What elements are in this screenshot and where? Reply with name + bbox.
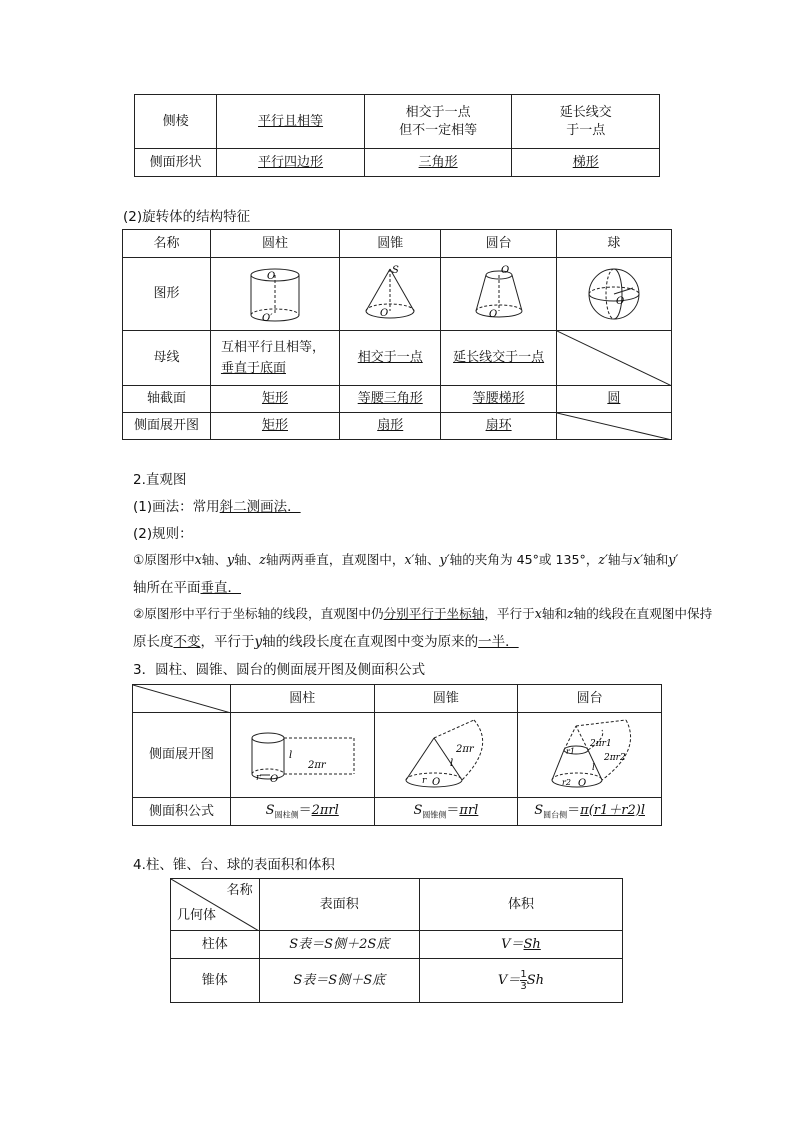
pyramid-surface: S表＝S侧＋S底 <box>259 959 419 1003</box>
prism-lateral-edge: 平行且相等 <box>258 113 324 129</box>
prism-surface: S表＝S侧＋2S底 <box>259 931 419 959</box>
table-row <box>133 798 662 826</box>
cylinder-busbar-a: 互相平行且相等， <box>220 339 325 355</box>
header-sphere: 球 <box>556 230 671 258</box>
intuitive-rule1-line2: 轴所在平面垂直． <box>133 580 241 596</box>
table-row <box>123 386 672 413</box>
header-cone: 圆锥 <box>374 685 518 713</box>
sphere-lateral-empty <box>556 413 671 440</box>
row-label-lateral-face: 侧面形状 <box>135 149 217 177</box>
table-row <box>123 230 672 258</box>
intuitive-rules-heading: (2)规则： <box>133 526 193 542</box>
prism-volume: V＝Sh <box>419 931 622 959</box>
cylinder-figure <box>245 263 305 325</box>
table-row <box>135 149 660 177</box>
svg-text:r2: r2 <box>561 778 571 787</box>
section-intuitive-heading: 2.直观图 <box>133 472 187 488</box>
prism-lateral-face: 平行四边形 <box>258 154 324 170</box>
svg-text:2πr2: 2πr2 <box>603 753 626 763</box>
pyramid-lateral-edge-a: 相交于一点 <box>405 104 471 120</box>
svg-text:2πr: 2πr <box>455 744 474 755</box>
cone-formula-value: πrl <box>459 802 479 818</box>
header-volume: 体积 <box>419 879 622 931</box>
frustum-lateral-formula: $S_{圆台侧}=\pi(r1+r2)l$ <box>518 798 662 826</box>
svg-text:O: O <box>488 309 497 320</box>
row-label-lateral-edge: 侧棱 <box>135 95 217 149</box>
table-surface-volume <box>170 878 623 1003</box>
intuitive-method-line: (1)画法：常用斜二测画法． <box>133 499 301 515</box>
cone-figure <box>359 263 421 325</box>
svg-text:l: l <box>289 750 293 761</box>
table-row <box>123 258 672 331</box>
svg-text:2πr1: 2πr1 <box>589 739 612 749</box>
svg-text:O: O <box>431 777 441 788</box>
row-label-figure: 图形 <box>123 258 211 331</box>
table-row <box>171 879 623 931</box>
svg-text:O: O <box>380 308 389 319</box>
svg-text:O: O <box>577 778 586 789</box>
frustum-unfold-figure <box>530 716 650 794</box>
sphere-busbar-empty <box>556 331 671 386</box>
frustum-lateral-edge-a: 延长线交 <box>559 104 612 120</box>
intuitive-rule2-line1: ②原图形中平行于坐标轴的线段，直观图中仍分别平行于坐标轴，平行于x轴和z轴的线段在直观图中保持 <box>133 606 713 621</box>
row-label-pyramid: 锥体 <box>171 959 260 1003</box>
table-rotation-bodies <box>122 229 672 440</box>
row-label-lateral-unfold: 侧面展开图 <box>123 413 211 440</box>
intuitive-rule2-line2: 原长度不变，平行于y轴的线段长度在直观图中变为原来的一半． <box>133 634 519 650</box>
svg-text:O: O <box>270 774 279 785</box>
intuitive-method-value: 斜二测画法． <box>219 499 301 515</box>
frustum-busbar: 延长线交于一点 <box>453 350 545 366</box>
section-volume-heading: 4.柱、锥、台、球的表面积和体积 <box>133 857 335 873</box>
pyramid-lateral-edge-b: 但不一定相等 <box>399 122 478 138</box>
header-name: 名称 <box>123 230 211 258</box>
svg-text:O: O <box>615 296 625 307</box>
frustum-figure <box>468 263 530 325</box>
corner-bottom-label: 几何体 <box>177 908 217 924</box>
svg-text:r: r <box>256 773 261 783</box>
cylinder-formula-value: 2πrl <box>311 802 339 818</box>
cylinder-axial: 矩形 <box>261 391 288 407</box>
section-lateral-heading: 3．圆柱、圆锥、圆台的侧面展开图及侧面积公式 <box>133 662 426 678</box>
frustum-axial: 等腰梯形 <box>472 391 525 407</box>
table-lateral-area <box>132 684 662 826</box>
frustum-lateral-edge-b: 于一点 <box>566 122 606 138</box>
diagonal-line <box>557 413 672 440</box>
svg-text:O: O <box>266 271 276 282</box>
row-label-formula: 侧面积公式 <box>133 798 231 826</box>
row-label-prism: 柱体 <box>171 931 260 959</box>
header-cylinder: 圆柱 <box>210 230 339 258</box>
cone-busbar: 相交于一点 <box>357 350 423 366</box>
pyramid-volume: V＝ $\frac{1}{3}$ Sh <box>419 959 622 1003</box>
svg-text:r1: r1 <box>565 747 575 756</box>
table-row <box>133 685 662 713</box>
diagonal-line <box>133 685 231 713</box>
header-cone: 圆锥 <box>339 230 440 258</box>
svg-text:r: r <box>421 776 427 786</box>
section-rotation-heading: (2)旋转体的结构特征 <box>123 209 251 225</box>
cylinder-busbar-b: 垂直于底面 <box>220 361 286 376</box>
header-frustum: 圆台 <box>441 230 556 258</box>
table-row <box>135 95 660 149</box>
table-row <box>171 959 623 1003</box>
svg-text:l: l <box>449 758 454 769</box>
svg-text:O: O <box>500 265 509 276</box>
table-row <box>133 713 662 798</box>
table-row <box>123 413 672 440</box>
header-surface: 表面积 <box>259 879 419 931</box>
cone-lateral-unfold: 扇形 <box>377 418 404 434</box>
frustum-lateral-unfold: 扇环 <box>485 418 512 434</box>
corner-top-label: 名称 <box>226 883 253 898</box>
cone-lateral-formula: $S_{圆锥侧}=\pi rl$ <box>374 798 518 826</box>
cone-axial: 等腰三角形 <box>357 391 423 407</box>
table-prism-features <box>134 94 660 177</box>
table-row <box>171 931 623 959</box>
pyramid-lateral-face: 三角形 <box>418 154 458 170</box>
svg-text:2πr: 2πr <box>308 760 326 771</box>
cylinder-lateral-formula: $S_{圆柱侧}=2\pi rl$ <box>230 798 374 826</box>
cylinder-lateral-unfold: 矩形 <box>261 418 288 434</box>
sphere-axial: 圆 <box>607 391 621 407</box>
row-label-unfold: 侧面展开图 <box>133 713 231 798</box>
corner-cell <box>171 879 260 931</box>
sphere-figure <box>583 263 645 325</box>
svg-text:l: l <box>591 763 595 773</box>
cylinder-unfold-figure <box>242 720 362 790</box>
svg-text:S: S <box>392 265 400 276</box>
row-label-axial: 轴截面 <box>123 386 211 413</box>
frustum-lateral-face: 梯形 <box>572 154 599 170</box>
diagonal-line <box>557 331 672 386</box>
svg-text:O′: O′ <box>261 313 273 324</box>
cone-unfold-figure <box>386 716 506 794</box>
row-label-busbar: 母线 <box>123 331 211 386</box>
table-row <box>123 331 672 386</box>
header-cylinder: 圆柱 <box>230 685 374 713</box>
header-frustum: 圆台 <box>518 685 662 713</box>
frustum-formula-value: π(r1＋r2)l <box>580 802 645 818</box>
intuitive-rule1-line1: ①原图形中x轴、y轴、z轴两两垂直，直观图中，x′轴、y′轴的夹角为 45°或 135°，z′轴与x′轴和y′ <box>133 552 679 567</box>
corner-cell <box>133 685 231 713</box>
